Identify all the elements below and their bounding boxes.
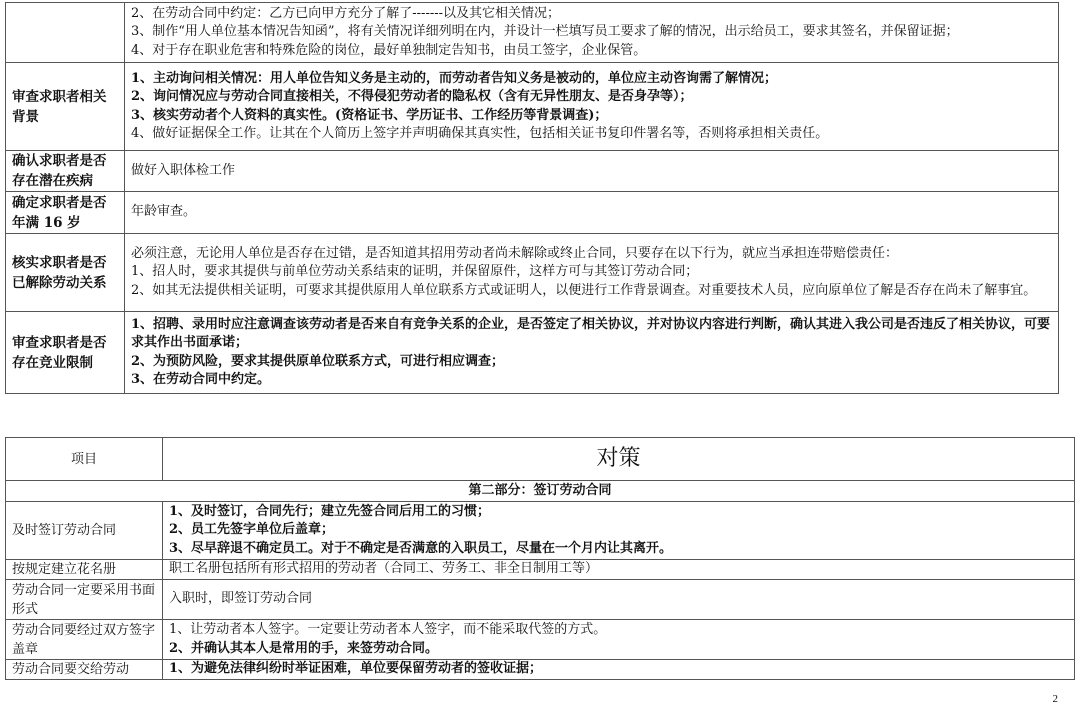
table-row	[6, 63, 1059, 151]
row-content: 2、在劳动合同中约定：乙方已向甲方充分了解了-------以及其它相关情况； 3、制作“用人单位基本情况告知函”，将有关情况详细列明在内，并设计一栏填写员工要求了解的情况，出示给员工，要求其签名，并保留证据； 4、对于存在职业危害和特殊危险的岗位，最好单独制定告知书，由员工签字，企业保管。	[125, 3, 1059, 63]
table-row	[6, 580, 1075, 620]
row-content: 入职时，即签订劳动合同	[163, 580, 1075, 620]
row-label: 劳动合同要交给劳动	[6, 660, 163, 680]
row-label: 核实求职者是否已解除劳动关系	[6, 234, 125, 312]
row-content: 做好入职体检工作	[125, 151, 1059, 192]
table-row	[6, 234, 1059, 312]
row-label: 按规定建立花名册	[6, 560, 163, 580]
table-header-row	[6, 438, 1075, 481]
section-row	[6, 481, 1075, 502]
table-row	[6, 660, 1075, 680]
row-content: 1、主动询问相关情况：用人单位告知义务是主动的，而劳动者告知义务是被动的，单位应主动咨询需了解情况； 2、询问情况应与劳动合同直接相关，不得侵犯劳动者的隐私权（含有无异性朋友、是否身孕等）； 3、核实劳动者个人资料的真实性。(资格证书、学历证书、工作经历等背景调查)； 4、做好证据保全工作。让其在个人简历上签字并声明确保其真实性，包括相关证书复印件署名等，否则将承担相关责任。	[125, 63, 1059, 151]
table-row	[6, 560, 1075, 580]
row-content: 必须注意，无论用人单位是否存在过错，是否知道其招用劳动者尚未解除或终止合同，只要存在以下行为，就应当承担连带赔偿责任： 1、招人时，要求其提供与前单位劳动关系结束的证明，并保留原件，这样方可与其签订劳动合同； 2、如其无法提供相关证明，可要求其提供原用人单位联系方式或证明人，以便进行工作背景调查。对重要技术人员，应向原单位了解是否存在尚未了解事宜。	[125, 234, 1059, 312]
header-measure: 对策	[163, 438, 1075, 481]
table-row	[6, 502, 1075, 560]
row-label: 审查求职者是否存在竞业限制	[6, 312, 125, 394]
row-label: 审查求职者相关背景	[6, 63, 125, 151]
page-number: 2	[1052, 693, 1058, 705]
table-row	[6, 3, 1059, 63]
table-row	[6, 312, 1059, 394]
row-label: 确定求职者是否年满 16 岁	[6, 192, 125, 234]
row-content: 年龄审查。	[125, 192, 1059, 234]
table-row	[6, 151, 1059, 192]
row-content: 1、为避免法律纠纷时举证困难，单位要保留劳动者的签收证据；	[163, 660, 1075, 680]
row-label	[6, 3, 125, 63]
row-content: 1、让劳动者本人签字。一定要让劳动者本人签字，而不能采取代签的方式。 2、并确认其本人是常用的手，来签劳动合同。	[163, 620, 1075, 660]
table-hiring-review	[5, 2, 1059, 394]
row-label: 确认求职者是否存在潜在疾病	[6, 151, 125, 192]
row-label: 劳动合同要经过双方签字盖章	[6, 620, 163, 660]
table-contract-signing	[5, 437, 1075, 680]
row-label: 劳动合同一定要采用书面形式	[6, 580, 163, 620]
header-item: 项目	[6, 438, 163, 481]
table-row	[6, 620, 1075, 660]
table-row	[6, 192, 1059, 234]
row-content: 1、及时签订，合同先行；建立先签合同后用工的习惯； 2、员工先签字单位后盖章； 3、尽早辞退不确定员工。对于不确定是否满意的入职员工，尽量在一个月内让其离开。	[163, 502, 1075, 560]
section-title: 第二部分：签订劳动合同	[6, 481, 1075, 502]
row-content: 职工名册包括所有形式招用的劳动者（合同工、劳务工、非全日制用工等）	[163, 560, 1075, 580]
row-label: 及时签订劳动合同	[6, 502, 163, 560]
row-content: 1、招聘、录用时应注意调查该劳动者是否来自有竞争关系的企业，是否签定了相关协议，并对协议内容进行判断，确认其进入我公司是否违反了相关协议，可要求其作出书面承诺； 2、为预防风险，要求其提供原单位联系方式，可进行相应调查； 3、在劳动合同中约定。	[125, 312, 1059, 394]
